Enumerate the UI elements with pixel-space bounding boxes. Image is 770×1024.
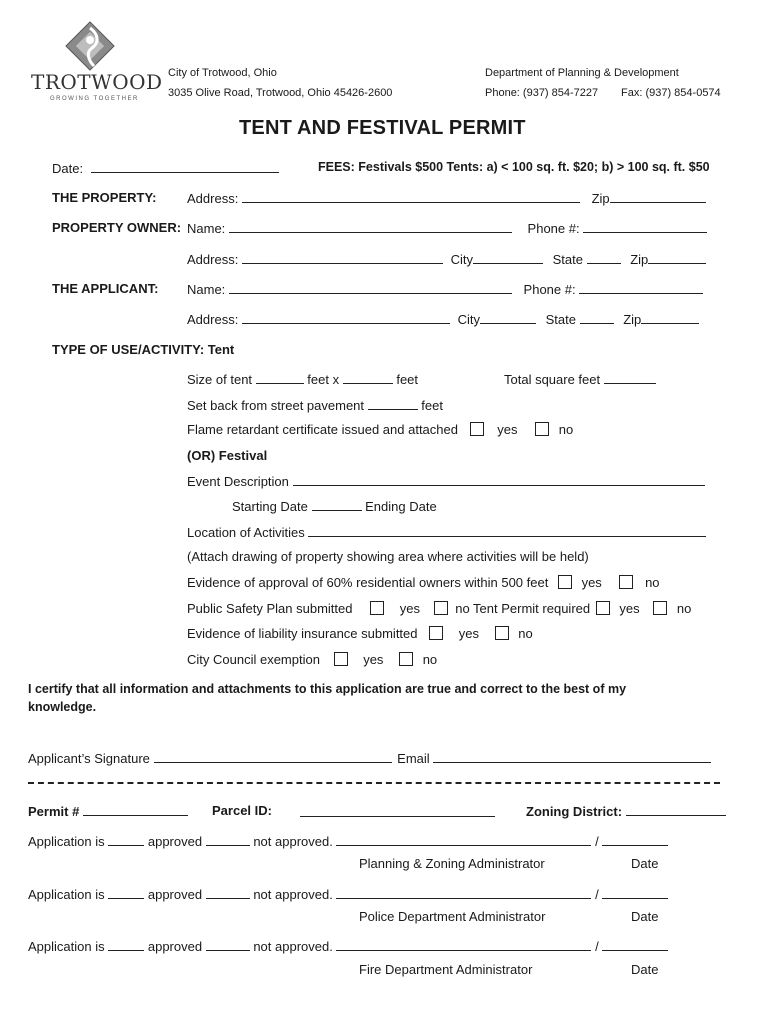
fire-date-label: Date	[631, 962, 659, 977]
liability-label: Evidence of liability insurance submitted	[187, 626, 418, 641]
festival-heading: (OR) Festival	[187, 448, 268, 463]
safety-plan-yes-label: yes	[399, 601, 420, 616]
department-fax: Fax: (937) 854-0574	[621, 87, 721, 99]
planning-app-is-label: Application is	[28, 834, 105, 849]
applicant-address-label: Address:	[187, 312, 239, 327]
certify-line-1: I certify that all information and attachments to this application are true and correct to the best of my	[28, 682, 627, 696]
owner-city-label: City	[450, 252, 473, 267]
feet-label: feet	[396, 372, 419, 387]
date-field[interactable]	[91, 160, 279, 173]
applicant-address-field[interactable]	[242, 311, 450, 324]
total-sqft-field[interactable]	[604, 371, 656, 384]
signature-label: Applicant’s Signature	[28, 751, 150, 766]
department-name: Department of Planning & Development	[485, 67, 679, 79]
council-yes-label: yes	[363, 652, 384, 667]
property-address-label: Address:	[187, 191, 239, 206]
applicant-zip-field[interactable]	[641, 311, 699, 324]
planning-admin-label: Planning & Zoning Administrator	[359, 856, 545, 871]
tent-width-field[interactable]	[256, 371, 304, 384]
police-date-field[interactable]	[602, 886, 668, 899]
property-address-field[interactable]	[242, 190, 580, 203]
flame-yes-label: yes	[497, 422, 518, 437]
tent-permit-yes-label: yes	[619, 601, 640, 616]
city-name: City of Trotwood, Ohio	[168, 67, 277, 79]
liability-yes-label: yes	[458, 626, 479, 641]
use-heading: TYPE OF USE/ACTIVITY: Tent	[52, 342, 235, 357]
tent-size-label: Size of tent	[187, 372, 253, 387]
owner-address-label: Address:	[187, 252, 239, 267]
zoning-district-label: Zoning District:	[526, 804, 623, 819]
safety-plan-label: Public Safety Plan submitted	[187, 601, 353, 616]
page-title: TENT AND FESTIVAL PERMIT	[239, 117, 526, 139]
applicant-heading: THE APPLICANT:	[52, 281, 159, 296]
event-description-label: Event Description	[187, 474, 289, 489]
evidence-approval-label: Evidence of approval of 60% residential owners within 500 feet	[187, 575, 549, 590]
owner-phone-field[interactable]	[583, 220, 707, 233]
permit-number-field[interactable]	[83, 803, 188, 816]
logo-tagline: GROWING TOGETHER	[50, 96, 139, 102]
liability-yes-checkbox[interactable]	[429, 626, 443, 640]
property-zip-field[interactable]	[610, 190, 706, 203]
owner-address-field[interactable]	[242, 251, 443, 264]
starting-date-label: Starting Date	[232, 499, 308, 514]
fire-approved-field[interactable]	[108, 938, 144, 951]
trotwood-logo	[28, 20, 163, 104]
property-zip-label: Zip	[591, 191, 610, 206]
council-label: City Council exemption	[187, 652, 320, 667]
flame-yes-checkbox[interactable]	[470, 422, 484, 436]
evidence-approval-yes-checkbox[interactable]	[558, 575, 572, 589]
zoning-district-field[interactable]	[626, 803, 726, 816]
police-not-approved-field[interactable]	[206, 886, 250, 899]
owner-name-label: Name:	[187, 221, 226, 236]
safety-plan-no-checkbox[interactable]	[434, 601, 448, 615]
applicant-city-field[interactable]	[480, 311, 536, 324]
owner-zip-label: Zip	[630, 252, 649, 267]
fees-text: FEES: Festivals $500 Tents: a) < 100 sq. ft. $20; b) > 100 sq. ft. $50	[318, 160, 710, 174]
feet-x-label: feet x	[307, 372, 340, 387]
council-no-checkbox[interactable]	[399, 652, 413, 666]
owner-state-label: State	[552, 252, 583, 267]
applicant-name-label: Name:	[187, 282, 226, 297]
police-not-approved-label: not approved.	[253, 887, 333, 902]
owner-phone-label: Phone #:	[527, 221, 580, 236]
applicant-zip-label: Zip	[623, 312, 642, 327]
owner-heading: PROPERTY OWNER:	[52, 220, 182, 235]
flame-no-checkbox[interactable]	[535, 422, 549, 436]
applicant-phone-label: Phone #:	[523, 282, 576, 297]
department-phone: Phone: (937) 854-7227	[485, 87, 599, 99]
starting-date-field[interactable]	[312, 498, 362, 511]
setback-feet-label: feet	[421, 398, 443, 413]
permit-number-label: Permit #	[28, 804, 80, 819]
location-label: Location of Activities	[187, 525, 305, 540]
tent-permit-no-label: no	[676, 601, 692, 616]
ending-date-label: Ending Date	[365, 499, 437, 514]
police-signature-field[interactable]	[336, 886, 591, 899]
date-label: Date:	[52, 161, 84, 176]
evidence-approval-no-checkbox[interactable]	[619, 575, 633, 589]
fire-signature-field[interactable]	[336, 938, 591, 951]
police-approved-field[interactable]	[108, 886, 144, 899]
owner-zip-field[interactable]	[648, 251, 706, 264]
tent-length-field[interactable]	[343, 371, 393, 384]
section-divider	[28, 782, 720, 784]
email-field[interactable]	[433, 750, 711, 763]
police-approved-label: approved	[147, 887, 203, 902]
applicant-phone-field[interactable]	[579, 281, 703, 294]
applicant-state-label: State	[545, 312, 576, 327]
fire-not-approved-field[interactable]	[206, 938, 250, 951]
council-no-label: no	[422, 652, 438, 667]
planning-date-label: Date	[631, 856, 659, 871]
owner-city-field[interactable]	[473, 251, 543, 264]
fire-admin-label: Fire Department Administrator	[359, 962, 533, 977]
fire-not-approved-label: not approved.	[253, 939, 333, 954]
fire-approved-label: approved	[147, 939, 203, 954]
total-sqft-label: Total square feet	[504, 372, 601, 387]
applicant-state-field[interactable]	[580, 311, 614, 324]
planning-approved-field[interactable]	[108, 833, 144, 846]
event-description-field[interactable]	[293, 473, 705, 486]
police-app-is-label: Application is	[28, 887, 105, 902]
applicant-city-label: City	[457, 312, 480, 327]
police-date-label: Date	[631, 909, 659, 924]
fire-app-is-label: Application is	[28, 939, 105, 954]
signature-field[interactable]	[154, 750, 392, 763]
logo-name: TROTWOOD	[31, 70, 163, 94]
certify-line-2: knowledge.	[28, 700, 97, 714]
applicant-name-field[interactable]	[229, 281, 512, 294]
evidence-approval-no-label: no	[645, 575, 660, 590]
tent-permit-no-checkbox[interactable]	[653, 601, 667, 615]
owner-state-field[interactable]	[587, 251, 621, 264]
flame-label: Flame retardant certificate issued and attached	[187, 422, 458, 437]
evidence-approval-yes-label: yes	[581, 575, 602, 590]
liability-no-label: no	[518, 626, 533, 641]
no-tent-permit-label: no Tent Permit required	[455, 601, 591, 616]
planning-not-approved-field[interactable]	[206, 833, 250, 846]
council-yes-checkbox[interactable]	[334, 652, 348, 666]
safety-plan-yes-checkbox[interactable]	[370, 601, 384, 615]
flame-no-label: no	[558, 422, 574, 437]
tent-permit-yes-checkbox[interactable]	[596, 601, 610, 615]
planning-date-field[interactable]	[602, 833, 668, 846]
owner-name-field[interactable]	[229, 220, 512, 233]
liability-no-checkbox[interactable]	[495, 626, 509, 640]
tree-emblem-icon	[28, 20, 156, 72]
parcel-id-label: Parcel ID:	[212, 803, 272, 818]
setback-field[interactable]	[368, 397, 418, 410]
property-heading: THE PROPERTY:	[52, 190, 157, 205]
location-field[interactable]	[308, 524, 706, 537]
planning-not-approved-label: not approved.	[253, 834, 333, 849]
email-label: Email	[397, 751, 430, 766]
parcel-id-field[interactable]	[300, 804, 495, 817]
planning-signature-field[interactable]	[336, 833, 591, 846]
planning-approved-label: approved	[147, 834, 203, 849]
city-address: 3035 Olive Road, Trotwood, Ohio 45426-2600	[168, 87, 393, 99]
police-admin-label: Police Department Administrator	[359, 909, 546, 924]
setback-label: Set back from street pavement	[187, 398, 365, 413]
attach-note: (Attach drawing of property showing area where activities will be held)	[187, 549, 589, 564]
fire-date-field[interactable]	[602, 938, 668, 951]
